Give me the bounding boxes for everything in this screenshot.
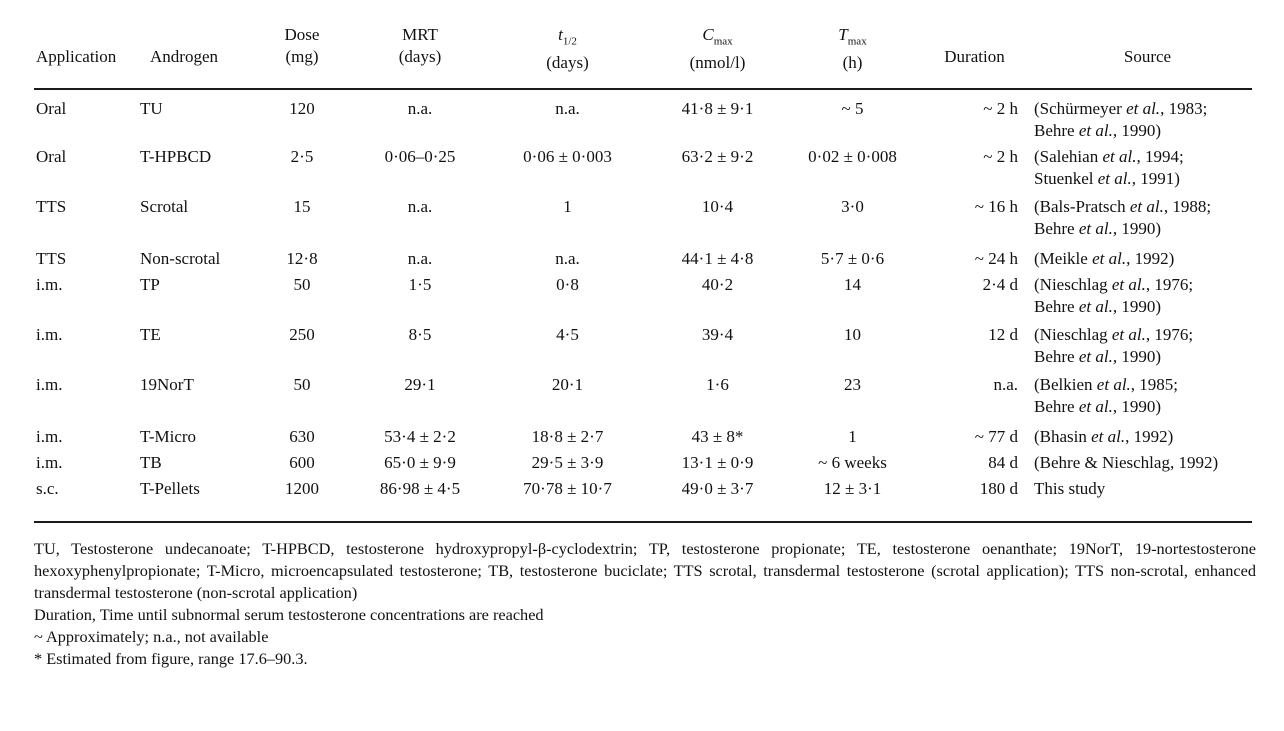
source-line: (Bhasin et al., 1992) bbox=[1034, 427, 1174, 446]
cell-mrt: 1·5 bbox=[408, 275, 432, 294]
cell-androgen: TB bbox=[140, 453, 162, 472]
source-line: (Behre & Nieschlag, 1992) bbox=[1034, 453, 1219, 472]
cell-source bbox=[1034, 374, 1178, 418]
cell-tmax: ~ 6 weeks bbox=[818, 453, 887, 472]
source-line: Behre et al., 1990) bbox=[1034, 397, 1162, 416]
cell-mrt: 53·4 ± 2·2 bbox=[384, 427, 456, 446]
header-mrt: MRT (days) bbox=[398, 25, 442, 66]
cell-tmax: 3·0 bbox=[841, 197, 864, 216]
cell-androgen: T-Micro bbox=[140, 427, 197, 446]
cell-source bbox=[1034, 426, 1173, 448]
cell-mrt: n.a. bbox=[407, 99, 433, 118]
cell-cmax: 13·1 ± 0·9 bbox=[681, 453, 754, 472]
cell-tmax: 12 ± 3·1 bbox=[823, 479, 882, 498]
cell-dose: 250 bbox=[289, 325, 315, 344]
cell-cmax: 39·4 bbox=[701, 325, 734, 344]
cell-application: i.m. bbox=[36, 427, 63, 446]
source-line: Behre et al., 1990) bbox=[1034, 297, 1162, 316]
cell-duration: ~ 2 h bbox=[983, 147, 1018, 166]
cell-cmax: 49·0 ± 3·7 bbox=[681, 479, 754, 498]
cell-half-life: 20·1 bbox=[551, 375, 584, 394]
cell-androgen: T-Pellets bbox=[140, 479, 200, 498]
cell-mrt: n.a. bbox=[407, 249, 433, 268]
cell-tmax: 1 bbox=[848, 427, 857, 446]
cell-half-life: 70·78 ± 10·7 bbox=[523, 479, 612, 498]
source-line: (Bals-Pratsch et al., 1988; bbox=[1034, 197, 1212, 216]
cell-application: s.c. bbox=[36, 479, 59, 498]
table-row bbox=[0, 374, 1284, 418]
table-row bbox=[0, 98, 1284, 142]
cell-duration: n.a. bbox=[993, 375, 1018, 394]
source-line: (Belkien et al., 1985; bbox=[1034, 375, 1179, 394]
header-dose: Dose (mg) bbox=[284, 25, 320, 66]
cell-cmax: 40·2 bbox=[701, 275, 734, 294]
cell-mrt: 0·06–0·25 bbox=[384, 147, 456, 166]
cell-dose: 1200 bbox=[285, 479, 319, 498]
header-rule bbox=[34, 88, 1252, 90]
cell-source bbox=[1034, 324, 1193, 368]
cell-half-life: 29·5 ± 3·9 bbox=[531, 453, 604, 472]
cell-mrt: 29·1 bbox=[404, 375, 436, 394]
cell-duration: ~ 24 h bbox=[974, 249, 1018, 268]
cell-application: i.m. bbox=[36, 375, 63, 394]
table-row bbox=[0, 274, 1284, 318]
cell-application: Oral bbox=[36, 99, 67, 118]
cell-source bbox=[1034, 196, 1211, 240]
cell-source bbox=[1034, 98, 1207, 142]
cell-half-life: 0·06 ± 0·003 bbox=[523, 147, 612, 166]
footnote-abbreviations: TU, Testosterone undecanoate; T-HPBCD, testosterone hydroxypropyl-β-cyclodextrin; TP, testosterone propionate; TE, testosterone oenanthate; 19NorT, 19-nortestosterone hexoxyphenylpropionate; T-Micro, microencapsulated testosterone; TB, testosterone buciclate; TTS scrotal, transdermal testosterone (scrotal application); TTS non-scrotal, enhanced transdermal testosterone (non-scrotal application) bbox=[34, 539, 1256, 602]
cell-androgen: TE bbox=[140, 325, 161, 344]
cell-duration: 180 d bbox=[979, 479, 1018, 498]
source-line: (Nieschlag et al., 1976; bbox=[1034, 325, 1194, 344]
source-line: (Meikle et al., 1992) bbox=[1034, 249, 1175, 268]
source-line: Behre et al., 1990) bbox=[1034, 347, 1162, 366]
cell-half-life: 18·8 ± 2·7 bbox=[531, 427, 604, 446]
footnote-approx: ~ Approximately; n.a., not available bbox=[34, 627, 269, 646]
cell-tmax: 0·02 ± 0·008 bbox=[808, 147, 897, 166]
cell-androgen: Non-scrotal bbox=[140, 249, 221, 268]
cell-tmax: 23 bbox=[844, 375, 861, 394]
source-line: Stuenkel et al., 1991) bbox=[1034, 169, 1180, 188]
cell-tmax: 14 bbox=[844, 275, 861, 294]
cell-androgen: TP bbox=[140, 275, 160, 294]
cell-mrt: n.a. bbox=[407, 197, 433, 216]
cell-duration: ~ 2 h bbox=[983, 99, 1018, 118]
cell-half-life: n.a. bbox=[555, 99, 580, 118]
cell-cmax: 1·6 bbox=[706, 375, 729, 394]
cell-source bbox=[1034, 478, 1105, 500]
table-row bbox=[0, 324, 1284, 368]
cell-application: TTS bbox=[36, 249, 67, 268]
table-row bbox=[0, 146, 1284, 190]
source-line: (Nieschlag et al., 1976; bbox=[1034, 275, 1194, 294]
cell-dose: 12·8 bbox=[286, 249, 318, 268]
cell-application: Oral bbox=[36, 147, 67, 166]
cell-source bbox=[1034, 248, 1174, 270]
cell-tmax: 10 bbox=[844, 325, 861, 344]
cell-source bbox=[1034, 452, 1218, 474]
cell-cmax: 63·2 ± 9·2 bbox=[681, 147, 754, 166]
header-androgen: Androgen bbox=[150, 47, 218, 66]
cell-cmax: 41·8 ± 9·1 bbox=[681, 99, 754, 118]
cell-half-life: 1 bbox=[563, 197, 572, 216]
cell-half-life: n.a. bbox=[555, 249, 580, 268]
table-bottom-rule bbox=[34, 521, 1252, 523]
cell-application: i.m. bbox=[36, 275, 63, 294]
cell-duration: 12 d bbox=[988, 325, 1018, 344]
cell-dose: 600 bbox=[289, 453, 315, 472]
source-line: Behre et al., 1990) bbox=[1034, 219, 1162, 238]
header-half-life: $t_{1/2}$ (days) bbox=[546, 25, 589, 73]
header-source: Source bbox=[1123, 47, 1172, 66]
cell-half-life: 4·5 bbox=[556, 325, 579, 344]
cell-dose: 120 bbox=[289, 99, 315, 118]
footnotes bbox=[34, 538, 1256, 670]
cell-androgen: Scrotal bbox=[140, 197, 189, 216]
cell-cmax: 43 ± 8* bbox=[691, 427, 744, 446]
cell-mrt: 65·0 ± 9·9 bbox=[384, 453, 456, 472]
cell-androgen: TU bbox=[140, 99, 163, 118]
footnote-duration: Duration, Time until subnormal serum testosterone concentrations are reached bbox=[34, 605, 544, 624]
cell-application: i.m. bbox=[36, 325, 63, 344]
cell-half-life: 0·8 bbox=[556, 275, 579, 294]
footnote-estimated: * Estimated from figure, range 17.6–90.3. bbox=[34, 649, 308, 668]
cell-duration: ~ 77 d bbox=[974, 427, 1018, 446]
source-line: (Schürmeyer et al., 1983; bbox=[1034, 99, 1208, 118]
cell-duration: ~ 16 h bbox=[974, 197, 1018, 216]
header-application: Application bbox=[36, 47, 117, 66]
cell-application: TTS bbox=[36, 197, 67, 216]
cell-dose: 630 bbox=[289, 427, 315, 446]
table-row bbox=[0, 478, 1284, 522]
cell-dose: 50 bbox=[293, 275, 311, 294]
cell-dose: 15 bbox=[293, 197, 311, 216]
source-line: This study bbox=[1034, 479, 1106, 498]
cell-dose: 50 bbox=[293, 375, 311, 394]
cell-application: i.m. bbox=[36, 453, 63, 472]
header-tmax: $T_{max}$ (h) bbox=[838, 25, 867, 73]
cell-androgen: T-HPBCD bbox=[140, 147, 212, 166]
cell-duration: 2·4 d bbox=[982, 275, 1018, 294]
cell-tmax: 5·7 ± 0·6 bbox=[820, 249, 885, 268]
source-line: Behre et al., 1990) bbox=[1034, 121, 1162, 140]
cell-source bbox=[1034, 274, 1193, 318]
header-cmax: $C_{max}$ (nmol/l) bbox=[689, 25, 746, 73]
cell-mrt: 86·98 ± 4·5 bbox=[379, 479, 461, 498]
table-row bbox=[0, 196, 1284, 240]
cell-duration: 84 d bbox=[988, 453, 1018, 472]
header-duration: Duration bbox=[944, 47, 1005, 66]
cell-mrt: 8·5 bbox=[408, 325, 432, 344]
cell-dose: 2·5 bbox=[290, 147, 314, 166]
source-line: (Salehian et al., 1994; bbox=[1034, 147, 1184, 166]
cell-androgen: 19NorT bbox=[140, 375, 194, 394]
cell-tmax: ~ 5 bbox=[841, 99, 864, 118]
cell-cmax: 10·4 bbox=[701, 197, 734, 216]
cell-source bbox=[1034, 146, 1184, 190]
cell-cmax: 44·1 ± 4·8 bbox=[681, 249, 754, 268]
